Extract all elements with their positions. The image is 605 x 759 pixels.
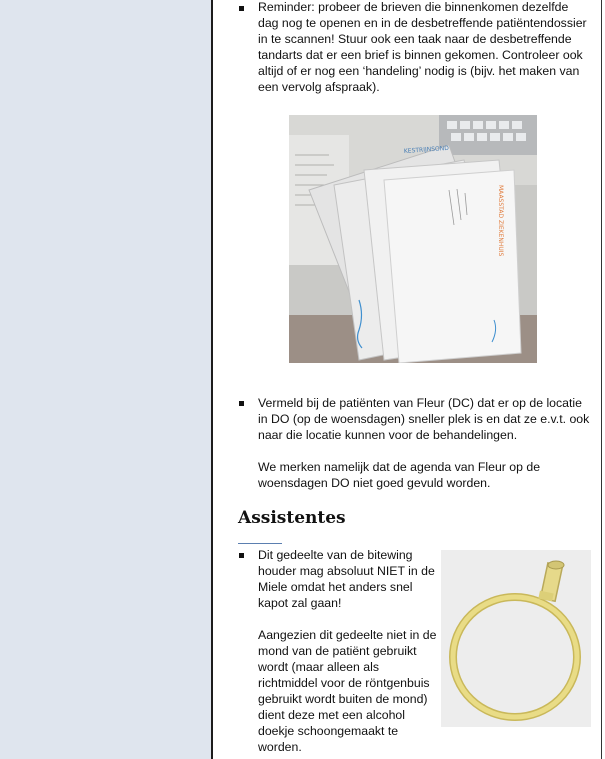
text-line: Vermeld bij de patiënten van Fleur (DC) dat er op de locatie [258, 396, 582, 410]
fleur-paragraph [258, 395, 598, 491]
text-line: tandarts dat er een brief is binnen gekomen. Controleer ook [258, 48, 583, 62]
text-line: Miele omdat het anders snel [258, 580, 413, 594]
text-line: dag nog te openen en in de desbetreffende patiëntendossier [258, 16, 587, 30]
envelope-print-top: KESTRIJNSOND [403, 144, 450, 155]
bitewing-paragraph [258, 547, 438, 755]
text-line: Aangezien dit gedeelte niet in de [258, 628, 437, 642]
text-line: worden. [258, 740, 302, 754]
text-line: in te scannen! Stuur ook een taak naar de desbetreffende [258, 32, 572, 46]
text-line: in DO (op de woensdagen) sneller plek is en dat ze e.v.t. ook [258, 412, 590, 426]
bitewing-holder-photo [441, 550, 591, 727]
text-line: Dit gedeelte van de bitewing [258, 548, 413, 562]
left-sidebar-panel [0, 0, 213, 759]
text-line: een vervolg afspraak). [258, 80, 380, 94]
text-line [258, 611, 438, 627]
text-line: We merken namelijk dat de agenda van Fleur op de [258, 460, 541, 474]
text-line: houder mag absoluut NIET in de [258, 564, 435, 578]
heading-underline [238, 543, 282, 544]
bullet-marker [239, 553, 244, 558]
text-line: doekje schoongemaakt te [258, 724, 399, 738]
text-line: naar die locatie kunnen voor de behandelingen. [258, 428, 518, 442]
letters-photo [289, 115, 537, 363]
text-line: kapot zal gaan! [258, 596, 342, 610]
text-line [258, 443, 598, 459]
section-heading: Assistentes [238, 508, 346, 528]
reminder-paragraph [258, 0, 598, 95]
text-line: woensdagen DO niet goed gevuld worden. [258, 476, 491, 490]
bullet-marker [239, 6, 244, 11]
text-line: gebruikt wordt buiten de mond) [258, 692, 428, 706]
document-content [213, 0, 601, 759]
text-line: mond van de patiënt gebruikt [258, 644, 417, 658]
text-line: Reminder: probeer de brieven die binnenkomen dezelfde [258, 0, 569, 14]
text-line: wordt (maar alleen als [258, 660, 379, 674]
text-line: dient deze met een alcohol [258, 708, 405, 722]
page-right-border [601, 0, 602, 759]
envelope-print-side: MAASSTAD ZIEKENHUIS [497, 185, 504, 257]
bullet-marker [239, 401, 244, 406]
text-line: altijd of er nog een ‘handeling’ nodig is (bijv. het maken van [258, 64, 580, 78]
text-line: richtmiddel voor de röntgenbuis [258, 676, 430, 690]
